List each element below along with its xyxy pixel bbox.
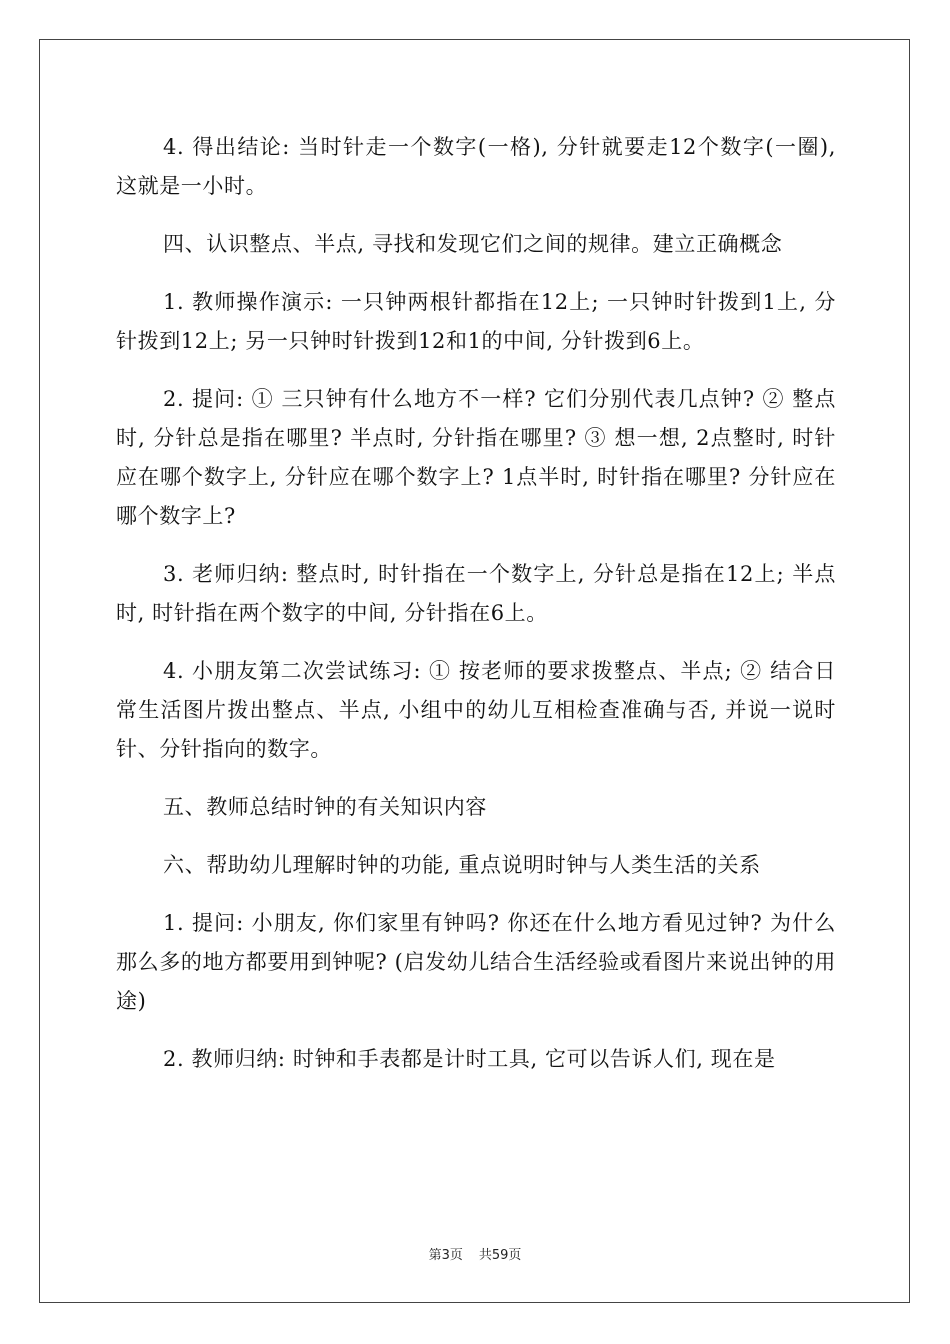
page-footer — [0, 1244, 950, 1263]
paragraph: 4. 得出结论: 当时针走一个数字(一格), 分针就要走12个数字(一圈), 这就是一小时。 — [116, 135, 836, 198]
section-heading: 五、教师总结时钟的有关知识内容 — [163, 795, 487, 819]
current-page-number: 第3页 — [428, 1248, 463, 1263]
total-page-count: 共59页 — [478, 1248, 522, 1263]
paragraph: 4. 小朋友第二次尝试练习: ① 按老师的要求拨整点、半点; ② 结合日常生活图片拨出整点、半点, 小组中的幼儿互相检查准确与否, 并说一说时针、分针指向的数字。 — [116, 659, 836, 761]
paragraph: 1. 教师操作演示: 一只钟两根针都指在12上; 一只钟时针拨到1上, 分针拨到12上; 另一只钟时针拨到12和1的中间, 分针拨到6上。 — [116, 290, 836, 353]
section-heading: 四、认识整点、半点, 寻找和发现它们之间的规律。建立正确概念 — [163, 232, 783, 256]
paragraph: 3. 老师归纳: 整点时, 时针指在一个数字上, 分针总是指在12上; 半点时, 时针指在两个数字的中间, 分针指在6上。 — [116, 562, 836, 625]
paragraph: 2. 教师归纳: 时钟和手表都是计时工具, 它可以告诉人们, 现在是 — [163, 1047, 776, 1071]
document-body — [116, 128, 836, 1098]
paragraph: 2. 提问: ① 三只钟有什么地方不一样? 它们分别代表几点钟? ② 整点时, 分针总是指在哪里? 半点时, 分针指在哪里? ③ 想一想, 2点整时, 时针应在哪个数字上, 分针应在哪个数字上? 1点半时, 时针指在哪里? 分针应在哪个数字上? — [116, 387, 836, 528]
paragraph: 1. 提问: 小朋友, 你们家里有钟吗? 你还在什么地方看见过钟? 为什么那么多的地方都要用到钟呢? (启发幼儿结合生活经验或看图片来说出钟的用途) — [116, 911, 836, 1013]
section-heading: 六、帮助幼儿理解时钟的功能, 重点说明时钟与人类生活的关系 — [163, 853, 761, 877]
